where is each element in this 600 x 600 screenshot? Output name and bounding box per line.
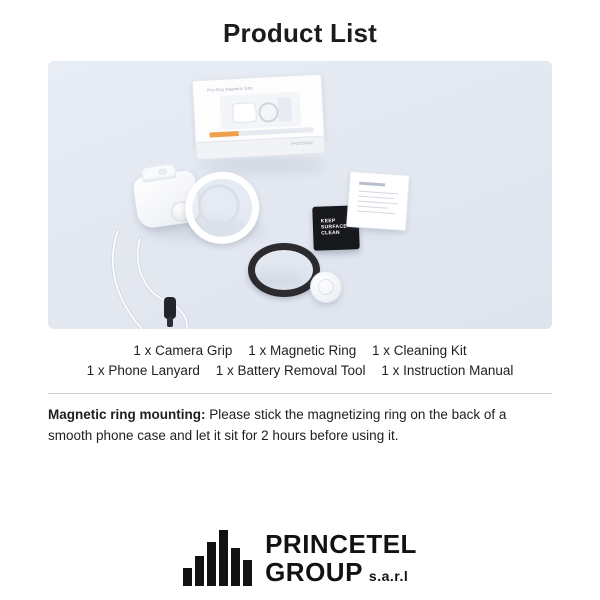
list-item: 1 x Magnetic Ring	[248, 343, 357, 358]
list-item: 1 x Camera Grip	[133, 343, 233, 358]
logo-bars-icon	[183, 530, 255, 586]
logo-line-1: PRINCETEL	[265, 529, 417, 559]
manual-title-bar	[359, 182, 385, 187]
logo-sarl: s.a.r.l	[368, 568, 409, 584]
list-item: 1 x Instruction Manual	[381, 363, 514, 378]
retail-box-label: Pro-Grip Magnetic Grip	[207, 85, 253, 93]
contents-row-1	[40, 341, 560, 361]
section-divider	[48, 393, 552, 394]
manual-line	[359, 191, 399, 195]
contents-list	[0, 341, 600, 381]
product-photo-card	[48, 61, 552, 329]
lanyard-svg	[110, 221, 220, 329]
cleaning-kit-text: KEEP SURFACE CLEAN	[320, 218, 348, 237]
phone-lanyard	[110, 221, 220, 329]
battery-removal-tool	[310, 271, 342, 303]
mounting-note-text: Please stick the magnetizing ring on the back of a smooth phone case and let it sit for 2 hours before using it.	[48, 407, 507, 443]
retail-box-brand: PHOTORAY	[291, 140, 314, 147]
manual-line	[357, 211, 395, 215]
retail-box-artwork	[220, 92, 302, 130]
manual-line	[358, 196, 394, 200]
contents-row-2	[40, 361, 560, 381]
mounting-note-label: Magnetic ring mounting:	[48, 407, 206, 422]
battery-removal-tool-inner	[318, 279, 334, 295]
manual-line	[358, 201, 398, 205]
artwork-ring-icon	[258, 102, 279, 123]
retail-box	[188, 74, 328, 171]
manual-line	[358, 206, 388, 209]
artwork-grip-icon	[232, 102, 257, 123]
mounting-note	[48, 404, 552, 446]
page-title: Product List	[222, 18, 378, 48]
list-item: 1 x Battery Removal Tool	[215, 363, 366, 378]
brand-footer	[0, 530, 600, 586]
logo-text	[265, 531, 417, 585]
list-item: 1 x Phone Lanyard	[86, 363, 200, 378]
instruction-manual	[346, 171, 410, 231]
shutter-button-icon	[157, 168, 168, 175]
list-item: 1 x Cleaning Kit	[372, 343, 467, 358]
logo-line-2	[265, 559, 417, 585]
logo-group-word: GROUP	[265, 557, 363, 587]
artwork-phone-icon	[278, 97, 292, 122]
photo-scene	[48, 61, 552, 329]
